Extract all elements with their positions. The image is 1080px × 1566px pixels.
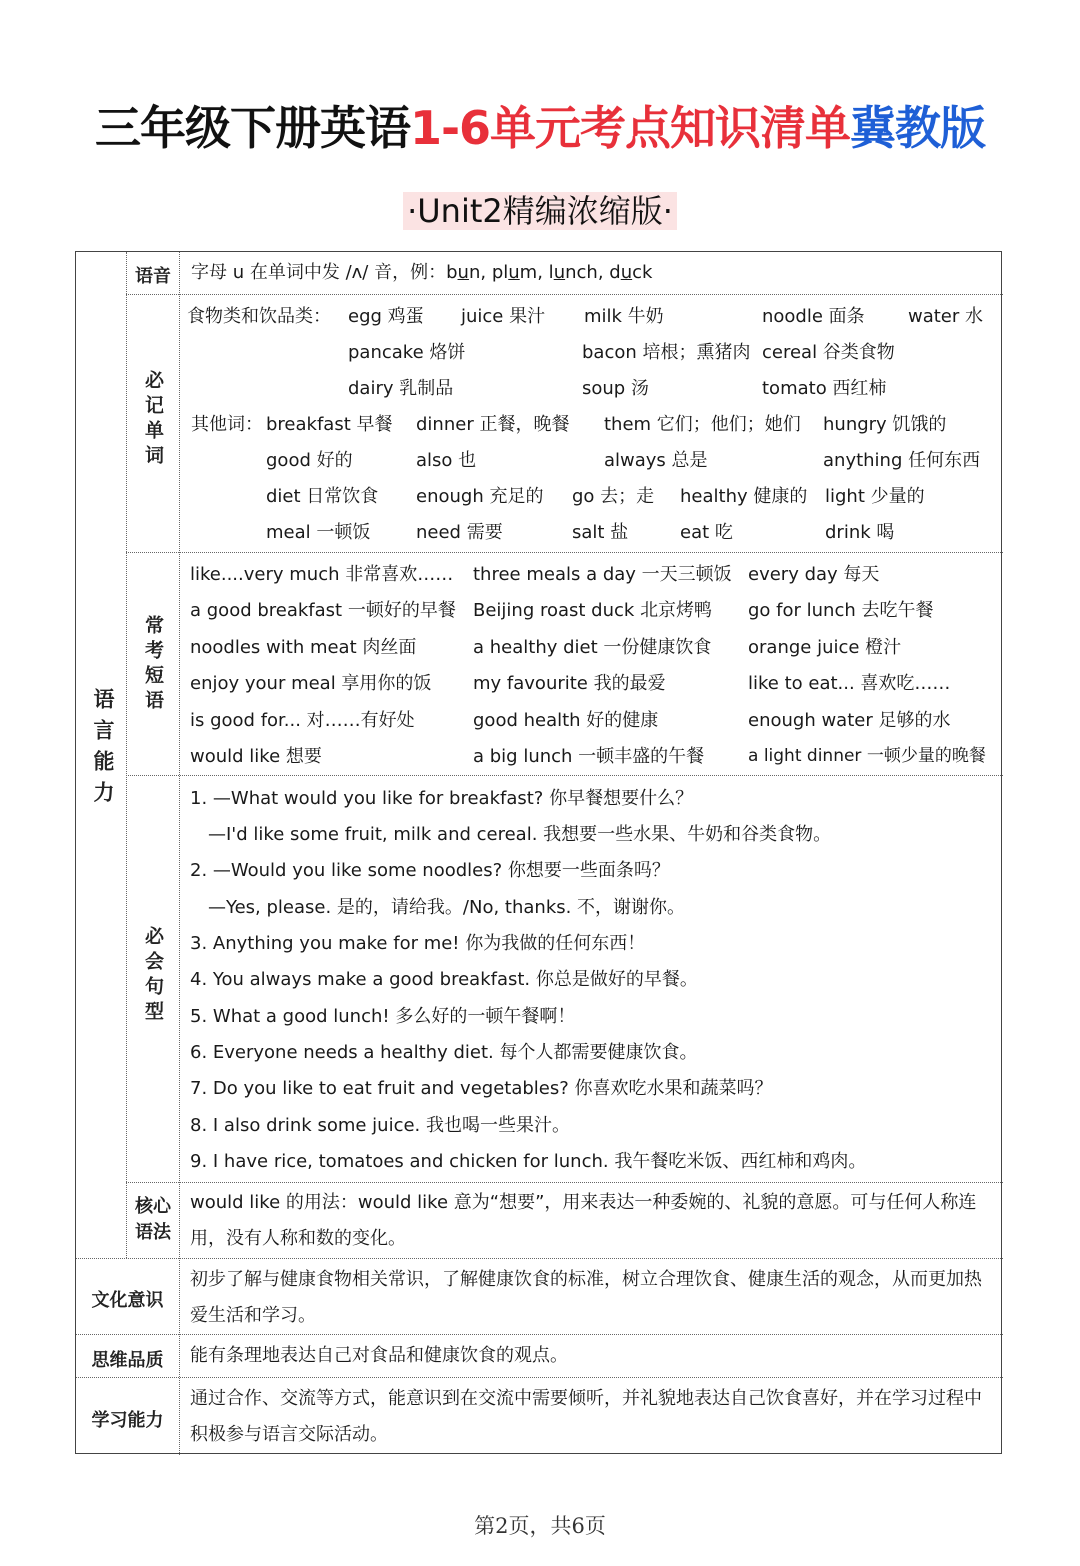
word-item: tomato 西红柿 <box>762 378 887 399</box>
word-item: egg 鸡蛋 <box>348 306 424 327</box>
section-label-grammar-text: 核心语法 <box>135 1196 171 1243</box>
subtitle-text: ·Unit2精编浓缩版· <box>403 192 677 230</box>
word-item: drink 喝 <box>825 522 895 543</box>
sentence-item: 1. —What would you like for breakfast? 你早餐想要什么？ <box>190 788 694 809</box>
sentence-item: —I'd like some fruit, milk and cereal. 我想要一些水果、牛奶和谷类食物。 <box>208 824 832 845</box>
word-item: them 它们；他们；她们 <box>604 414 801 435</box>
phonics-example: lunch <box>548 262 598 283</box>
word-item: enough 充足的 <box>416 486 544 507</box>
sentence-item: 9. I have rice, tomatoes and chicken for lunch. 我午餐吃米饭、西红柿和鸡肉。 <box>190 1151 867 1172</box>
word-item: dairy 乳制品 <box>348 378 454 399</box>
phonics-content: 字母 u 在单词中发 /ʌ/ 音，例：bun, plum, lunch, duck <box>191 262 653 283</box>
phrase-item: a light dinner 一顿少量的晚餐 <box>748 746 986 766</box>
sentence-item: 8. I also drink some juice. 我也喝一些果汁。 <box>190 1115 570 1136</box>
phrase-item: every day 每天 <box>748 564 880 585</box>
phrase-item: three meals a day 一天三顿饭 <box>473 564 732 585</box>
page-title <box>0 92 1080 158</box>
title-part-units: 1-6单元考点知识清单 <box>409 101 851 155</box>
phrase-item: a healthy diet 一份健康饮食 <box>473 637 712 658</box>
phonics-prefix: 字母 u 在单词中发 /ʌ/ 音，例： <box>191 262 447 283</box>
word-item: water 水 <box>908 306 984 327</box>
word-item: bacon 培根；熏猪肉 <box>582 342 751 363</box>
section-label-learning: 学习能力 <box>91 1410 164 1431</box>
word-item: good 好的 <box>266 450 353 471</box>
word-item: salt 盐 <box>572 522 629 543</box>
section-label-words: 必记单词 <box>142 370 164 470</box>
sentence-item: 5. What a good lunch! 多么好的一顿午餐啊！ <box>190 1006 576 1027</box>
phonics-example: duck <box>609 262 653 283</box>
phrase-item: would like 想要 <box>190 746 322 767</box>
word-item: dinner 正餐，晚餐 <box>416 414 570 435</box>
word-item: breakfast 早餐 <box>266 414 393 435</box>
word-item: meal 一顿饭 <box>266 522 371 543</box>
phonics-example: plum <box>491 262 538 283</box>
word-item: need 需要 <box>416 522 503 543</box>
word-item: diet 日常饮食 <box>266 486 379 507</box>
other-words-label: 其他词： <box>191 414 263 435</box>
phrase-item: like to eat... 喜欢吃…… <box>748 673 951 694</box>
phrase-item: Beijing roast duck 北京烤鸭 <box>473 600 713 621</box>
page-number: 第2页，共6页 <box>474 1514 606 1538</box>
sentence-item: 6. Everyone needs a healthy diet. 每个人都需要健康饮食。 <box>190 1042 698 1063</box>
word-item: cereal 谷类食物 <box>762 342 895 363</box>
word-item: healthy 健康的 <box>680 486 808 507</box>
sentence-item: 4. You always make a good breakfast. 你总是做好的早餐。 <box>190 969 698 990</box>
word-item: anything 任何东西 <box>823 450 981 471</box>
title-part-grade: 三年级下册英语 <box>94 101 410 155</box>
phrase-item: go for lunch 去吃午餐 <box>748 600 934 621</box>
sentence-item: 7. Do you like to eat fruit and vegetables? 你喜欢吃水果和蔬菜吗？ <box>190 1078 773 1099</box>
word-item: hungry 饥饿的 <box>823 414 947 435</box>
word-item: go 去；走 <box>572 486 655 507</box>
phrase-item: like....very much 非常喜欢…… <box>190 564 454 585</box>
section-label-culture: 文化意识 <box>91 1290 164 1311</box>
phonics-example: bun <box>446 262 481 283</box>
phrase-item: a big lunch 一顿丰盛的午餐 <box>473 746 705 767</box>
sentence-item: 2. —Would you like some noodles? 你想要一些面条吗？ <box>190 860 670 881</box>
word-item: milk 牛奶 <box>584 306 664 327</box>
learning-text: 通过合作、交流等方式，能意识到在交流中需要倾听，并礼貌地表达自己饮食喜好，并在学习过程中积极参与语言交际活动。 <box>190 1388 982 1445</box>
word-item: soup 汤 <box>582 378 649 399</box>
word-item: also 也 <box>416 450 477 471</box>
phrase-item: enough water 足够的水 <box>748 710 951 731</box>
section-label-grammar <box>128 1194 178 1246</box>
word-item: eat 吃 <box>680 522 733 543</box>
thinking-text: 能有条理地表达自己对食品和健康饮食的观点。 <box>190 1345 568 1366</box>
word-item: pancake 烙饼 <box>348 342 466 363</box>
page-subtitle <box>0 186 1080 232</box>
sentence-item: 3. Anything you make for me! 你为我做的任何东西！ <box>190 933 646 954</box>
word-item: always 总是 <box>604 450 708 471</box>
food-label: 食物类和饮品类： <box>187 306 331 327</box>
title-part-edition: 冀教版 <box>850 101 986 155</box>
phrase-item: a good breakfast 一顿好的早餐 <box>190 600 456 621</box>
section-label-language: 语言能力 <box>91 688 115 812</box>
phrase-item: noodles with meat 肉丝面 <box>190 637 417 658</box>
phrase-item: my favourite 我的最爱 <box>473 673 666 694</box>
phrase-item: good health 好的健康 <box>473 710 659 731</box>
grammar-text: would like 的用法：would like 意为“想要”，用来表达一种委婉的、礼貌的意愿。可与任何人称连用，没有人称和数的变化。 <box>190 1192 977 1249</box>
section-label-thinking: 思维品质 <box>91 1350 164 1371</box>
section-label-phonics: 语音 <box>135 266 171 287</box>
culture-text: 初步了解与健康食物相关常识，了解健康饮食的标准，树立合理饮食、健康生活的观念，从而更加热爱生活和学习。 <box>190 1269 982 1326</box>
word-item: light 少量的 <box>825 486 925 507</box>
word-item: juice 果汁 <box>461 306 546 327</box>
sentence-item: —Yes, please. 是的，请给我。/No, thanks. 不，谢谢你。 <box>208 897 686 918</box>
phrase-item: orange juice 橙汁 <box>748 637 902 658</box>
section-label-sentences: 必会句型 <box>142 926 164 1026</box>
phrase-item: is good for... 对……有好处 <box>190 710 415 731</box>
word-item: noodle 面条 <box>762 306 865 327</box>
section-label-phrases: 常考短语 <box>142 615 164 715</box>
phrase-item: enjoy your meal 享用你的饭 <box>190 673 432 694</box>
knowledge-table <box>75 251 1002 1454</box>
